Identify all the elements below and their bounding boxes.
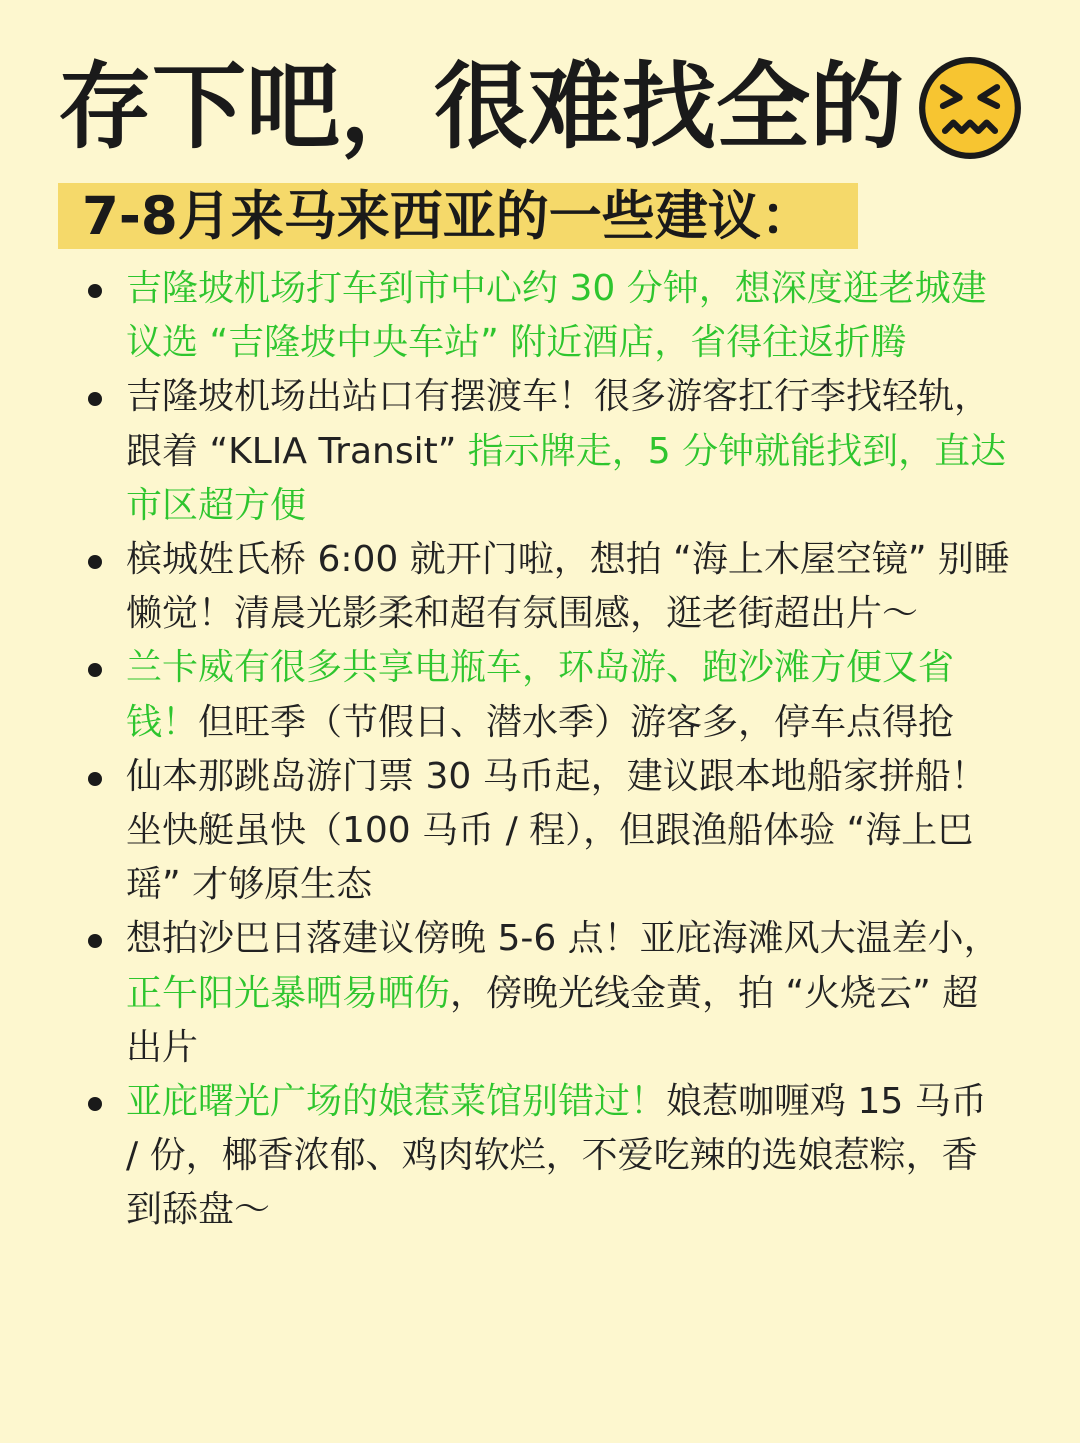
subtitle: 7-8月来马来西亚的一些建议： [82, 185, 814, 247]
tip-text: 吉隆坡机场出站口有摆渡车！很多游客扛行李找轻轨，跟着 “KLIA Transit” [126, 376, 991, 472]
tip-text: 槟城姓氏桥 6:00 就开门啦，想拍 “海上木屋空镜” 别睡懒觉！清晨光影柔和超有氛围感，逛老街超出片～ [126, 539, 1010, 635]
tip-highlight-text: 亚庇曙光广场的娘惹菜馆别错过！ [126, 1081, 667, 1123]
tip-highlight-text: 正午阳光暴晒易晒伤 [126, 972, 451, 1014]
tip-item [80, 262, 1010, 370]
subtitle-banner [58, 183, 858, 249]
page-title: 存下吧，很难找全的 [58, 53, 905, 162]
tips-list [80, 262, 1010, 1238]
title-row [58, 48, 1022, 168]
tip-item [80, 370, 1010, 533]
tip-text: 仙本那跳岛游门票 30 马币起，建议跟本地船家拼船！坐快艇虽快（100 马币 / 程），但跟渔船体验 “海上巴瑶” 才够原生态 [126, 755, 987, 906]
tip-item [80, 533, 1010, 641]
tip-item [80, 1075, 1010, 1238]
confounded-face-icon [918, 56, 1022, 160]
tip-text: 娘惹咖喱鸡 15 马币 / 份，椰香浓郁、鸡肉软烂，不爱吃辣的选娘惹粽，香到舔盘～ [126, 1081, 987, 1231]
tip-item [80, 912, 1010, 1075]
tip-highlight-text: 兰卡威有很多共享电瓶车，环岛游、跑沙滩方便又省钱！ [126, 647, 955, 743]
tip-text: 但旺季（节假日、潜水季）游客多，停车点得抢 [198, 701, 955, 743]
tip-text: ，傍晚光线金黄，拍 “火烧云” 超出片 [126, 972, 979, 1068]
tip-highlight-text: 吉隆坡机场打车到市中心约 30 分钟，想深度逛老城建议选 “吉隆坡中央车站” 附近酒店，省得往返折腾 [126, 268, 987, 364]
tip-text: 想拍沙巴日落建议傍晚 5-6 点！亚庇海滩风大温差小， [126, 918, 1000, 960]
tip-highlight-text: 指示牌走，5 分钟就能找到，直达市区超方便 [126, 430, 1007, 526]
tip-item [80, 750, 1010, 913]
tip-item [80, 641, 1010, 749]
